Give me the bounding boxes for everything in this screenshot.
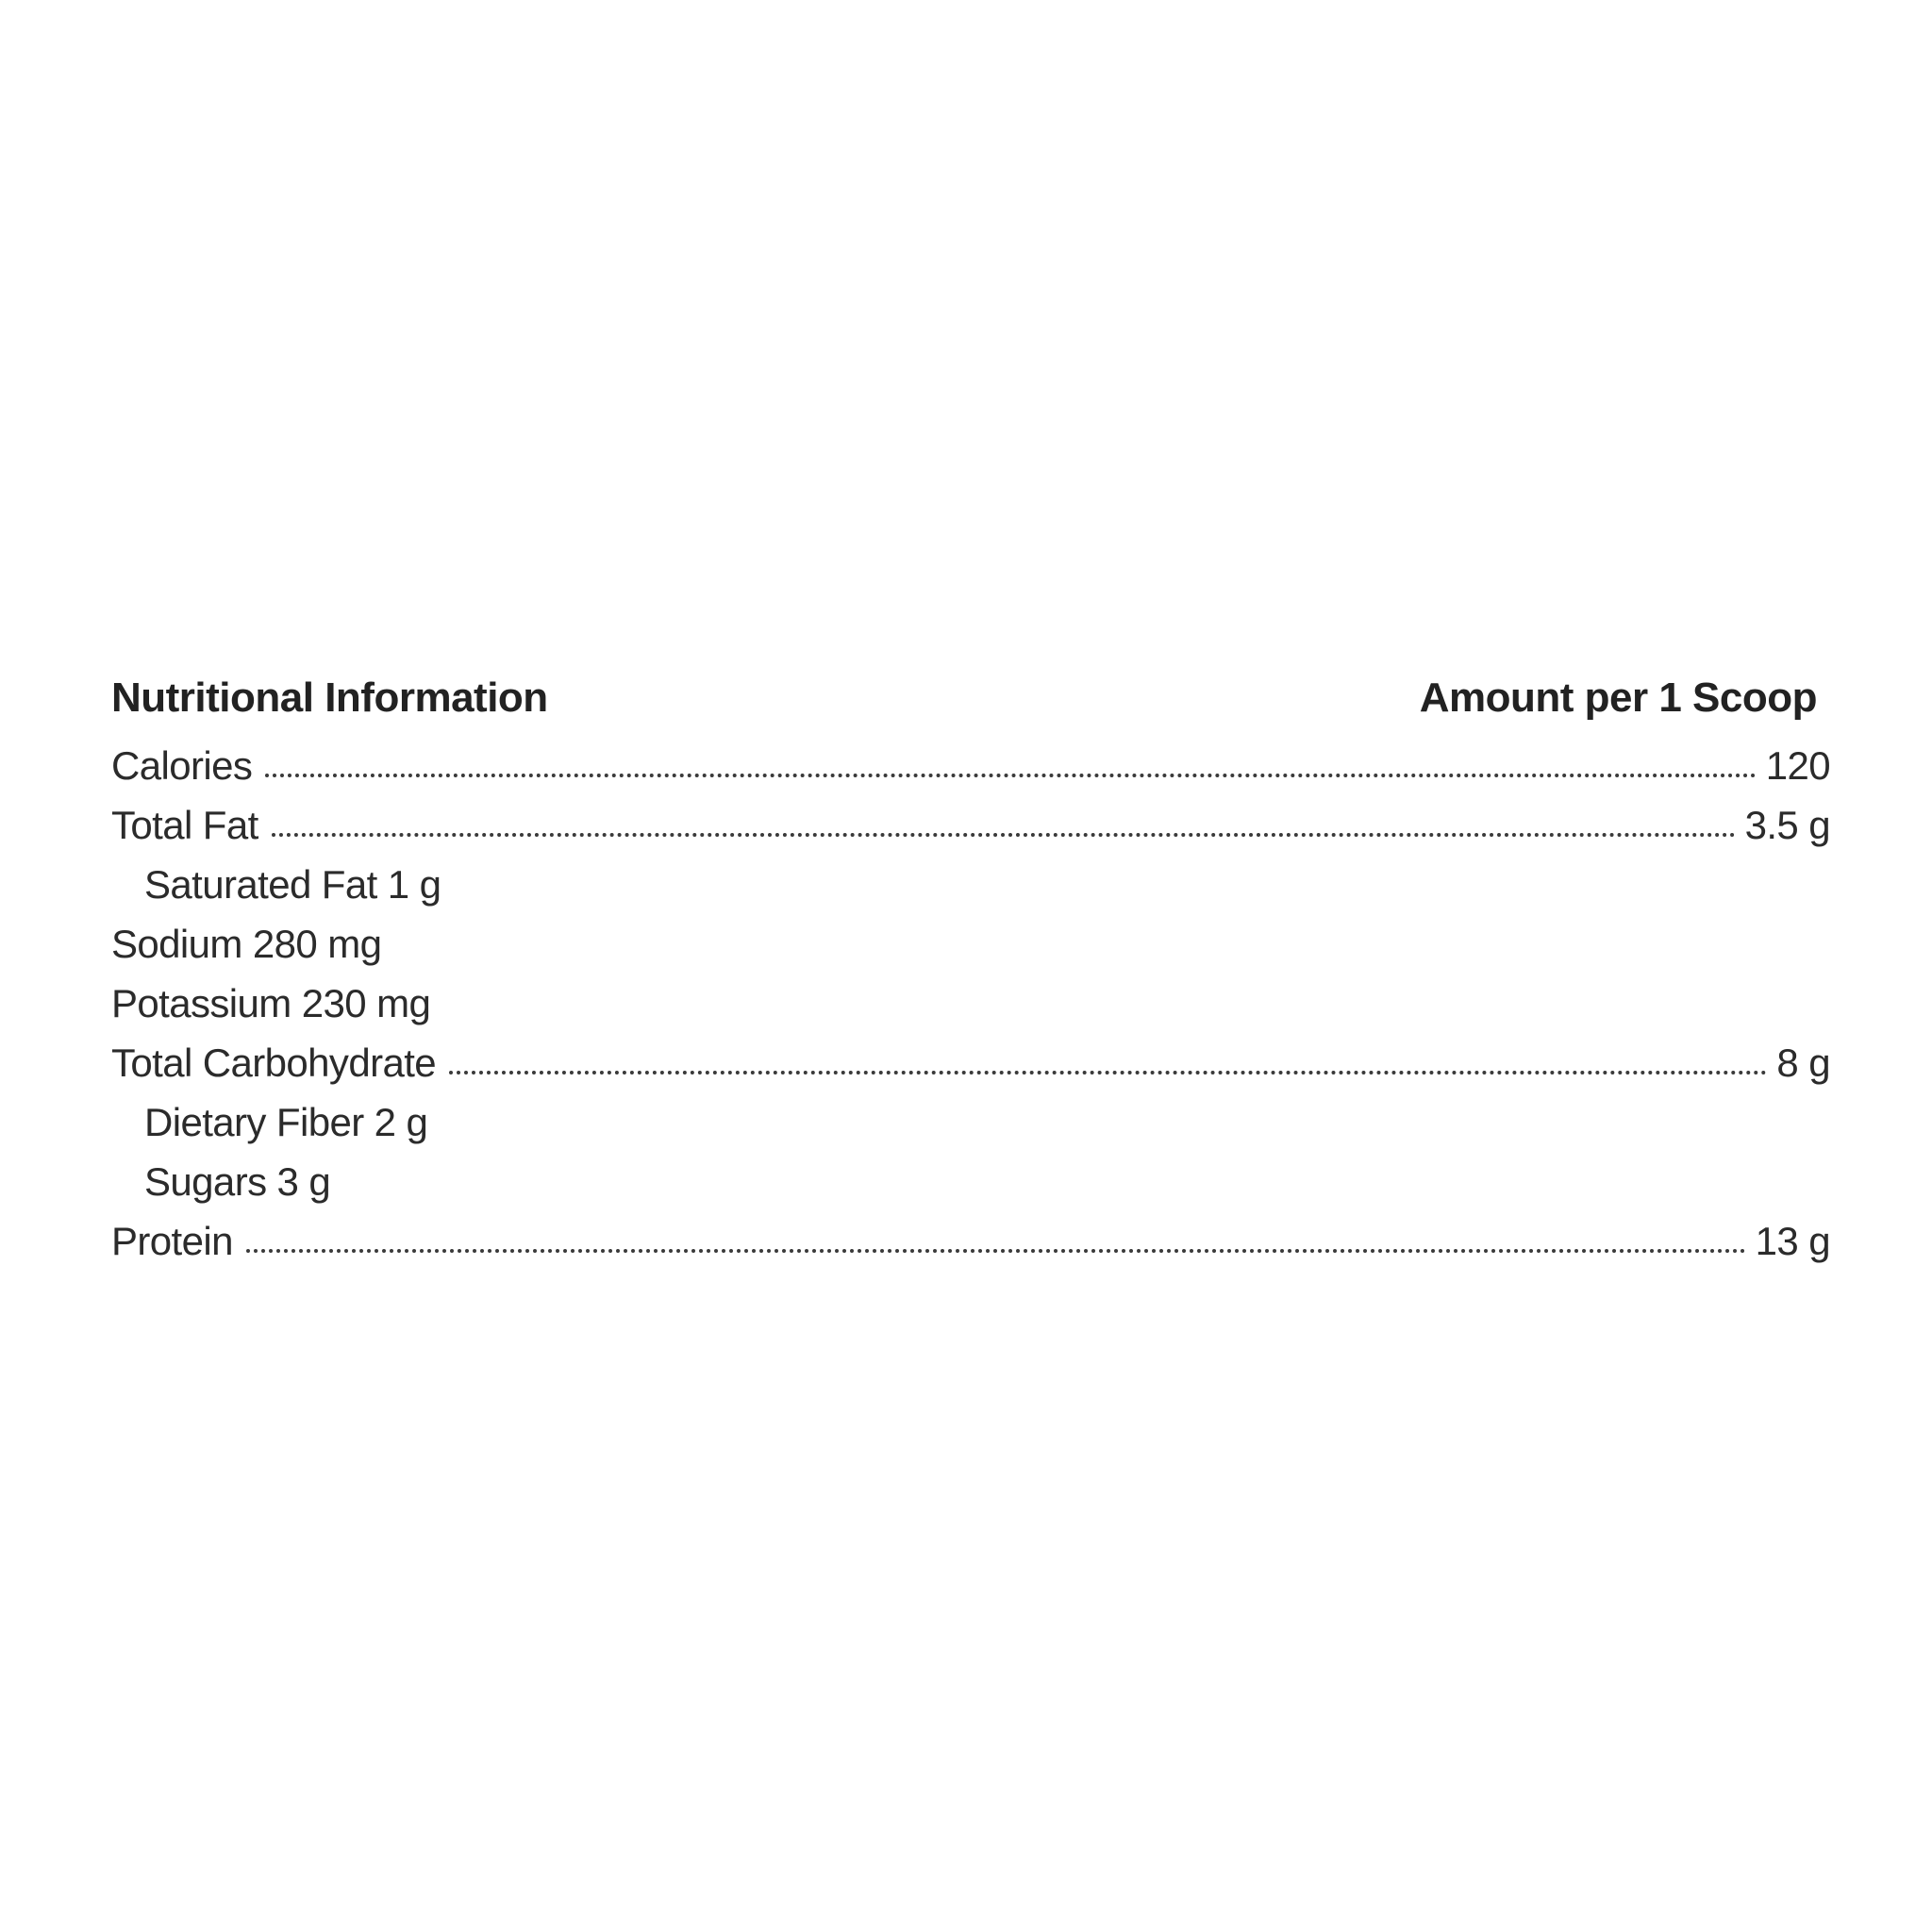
row-label: Protein bbox=[111, 1219, 233, 1263]
row-label: Potassium 230 mg bbox=[111, 981, 431, 1025]
row-value: 8 g bbox=[1776, 1041, 1830, 1085]
row-label: Sodium 280 mg bbox=[111, 922, 382, 966]
row-value: 13 g bbox=[1755, 1219, 1830, 1263]
row-saturated-fat bbox=[111, 848, 1830, 908]
row-label: Saturated Fat 1 g bbox=[144, 862, 441, 907]
nutrition-table bbox=[111, 675, 1830, 1264]
row-protein bbox=[111, 1205, 1830, 1264]
dot-leader bbox=[272, 833, 1736, 837]
row-dietary-fiber bbox=[111, 1086, 1830, 1145]
dot-leader bbox=[265, 774, 1756, 777]
table-header bbox=[111, 675, 1830, 729]
dot-leader bbox=[246, 1249, 1746, 1253]
dot-leader bbox=[449, 1071, 1767, 1074]
row-label: Calories bbox=[111, 743, 253, 788]
row-total-carbohydrate bbox=[111, 1026, 1830, 1086]
row-sugars bbox=[111, 1145, 1830, 1205]
row-label: Total Fat bbox=[111, 803, 258, 847]
amount-header: Amount per 1 Scoop bbox=[1419, 675, 1817, 721]
row-value: 3.5 g bbox=[1744, 803, 1830, 847]
row-label: Sugars 3 g bbox=[144, 1159, 331, 1204]
row-label: Total Carbohydrate bbox=[111, 1041, 437, 1085]
table-title: Nutritional Information bbox=[111, 675, 548, 721]
row-value: 120 bbox=[1765, 743, 1830, 788]
row-total-fat bbox=[111, 789, 1830, 848]
row-label: Dietary Fiber 2 g bbox=[144, 1100, 428, 1144]
row-calories bbox=[111, 729, 1830, 789]
row-potassium bbox=[111, 967, 1830, 1026]
row-sodium bbox=[111, 908, 1830, 967]
